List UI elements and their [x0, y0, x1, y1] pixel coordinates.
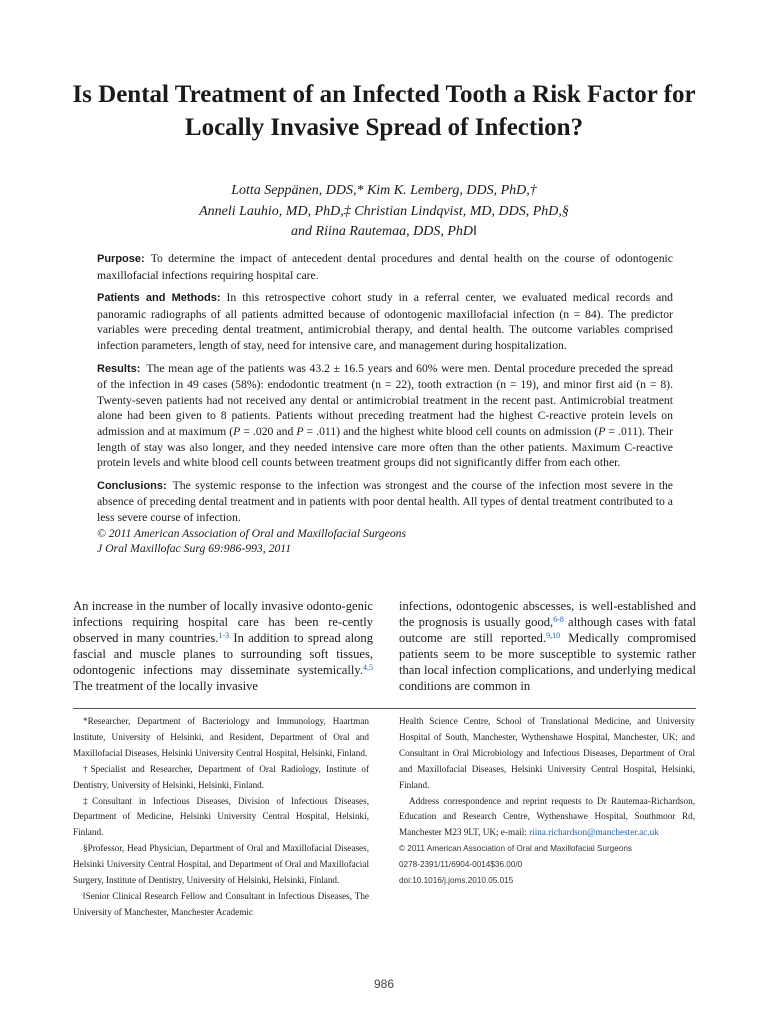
page-number: 986 — [373, 977, 395, 991]
footnote: Health Science Centre, School of Translational Medicine, and University Hospital of South, Manchester, Wythenshawe Hospital, Manchester, UK; and Consultant in Oral Microbiology and Infectious Diseases, Department of Oral and Maxillofacial Diseases, Helsinki University Central Hospital, Helsinki, Finland. — [399, 716, 695, 790]
footnote: *Researcher, Department of Bacteriology and Immunology, Haartman Institute, University of Helsinki, and Resident, Department of Oral and Maxillofacial Diseases, Helsinki University Central Hospital, Helsinki, Finland. — [73, 716, 369, 758]
doi-link[interactable]: doi:10.1016/j.joms.2010.05.015 — [399, 876, 514, 886]
methods-label: Patients and Methods: — [97, 292, 221, 305]
reference-link[interactable]: 4,5 — [363, 663, 373, 673]
footnotes-right — [399, 714, 695, 889]
results-label: Results: — [97, 362, 141, 375]
body-text: Medically compromised patients seem to be more susceptible to systemic rather than local infection complications, and underlying medical conditions are common in — [399, 631, 696, 694]
correspondence-address — [399, 794, 695, 842]
footnote: ‡Consultant in Infectious Diseases, Division of Infectious Diseases, Department of Medicine, Helsinki University Central Hospital, Helsinki, Finland. — [73, 795, 369, 838]
footnote-copyright: © 2011 American Association of Oral and Maxillofacial Surgeons — [399, 844, 632, 854]
results-text-3: = .011) and the highest white blood cell counts on admission ( — [303, 424, 599, 438]
purpose-text: To determine the impact of antecedent dental procedures and dental health on the course of odontogenic maxillofacial infections requiring hospital care. — [97, 252, 673, 282]
abstract-copyright: © 2011 American Association of Oral and Maxillofacial Surgeons — [97, 526, 407, 540]
reference-link[interactable]: 9,10 — [546, 631, 561, 641]
body-column-right — [399, 598, 696, 695]
email-link[interactable]: riina.richardson@manchester.ac.uk — [529, 827, 659, 838]
author-line: Lotta Seppänen, DDS,* Kim K. Lemberg, DDS, PhD,† — [231, 183, 537, 198]
author-line: Anneli Lauhio, MD, PhD,‡ Christian Lindqvist, MD, DDS, PhD,§ — [199, 203, 569, 219]
abstract — [97, 251, 673, 557]
footnote: †Specialist and Researcher, Department of Oral Radiology, Institute of Dentistry, University of Helsinki, Helsinki, Finland. — [73, 763, 369, 790]
reference-link[interactable]: 6-8 — [553, 615, 564, 625]
conclusions-label: Conclusions: — [97, 479, 167, 492]
p-symbol: P — [233, 424, 241, 438]
abstract-results — [97, 361, 673, 471]
journal-citation: J Oral Maxillofac Surg 69:986-993, 2011 — [97, 542, 292, 556]
issn-line: 0278-2391/11/6904-0014$36.00/0 — [399, 860, 523, 870]
p-symbol: P — [598, 424, 606, 438]
body-text: although cases with fatal outcome are still reported. — [399, 615, 696, 646]
p-symbol: P — [296, 424, 304, 438]
article-title: Is Dental Treatment of an Infected Tooth a Risk Factor for Locally Invasive Spread of Infection? — [72, 81, 696, 141]
results-text-2: = .020 and — [240, 424, 297, 438]
body-text: infections, odontogenic abscesses, is well-established and the prognosis is usually good, — [399, 599, 696, 630]
results-text-4: = .011). Their length of stay was also longer, and they needed intensive care more often than the other patients. Maximum C-reactive protein levels and white blood cell counts between treatment groups did not significantly differ from each other. — [97, 424, 674, 470]
reference-link[interactable]: 1-3 — [218, 631, 230, 641]
abstract-citation — [97, 526, 673, 557]
author-list — [60, 181, 708, 243]
footnote: ‖Senior Clinical Research Fellow and Consultant in Infectious Diseases, The University of Manchester, Manchester Academic — [73, 890, 369, 917]
abstract-purpose — [97, 251, 673, 283]
body-text: The treatment of the locally invasive — [73, 679, 258, 694]
footnote: §Professor, Head Physician, Department of Oral and Maxillofacial Diseases, Helsinki University Central Hospital, and Department of Oral and Maxillofacial Surgery, Institute of Dentistry, University of Helsinki, Helsinki, Finland. — [73, 843, 369, 886]
address-text: Address correspondence and reprint requests to Dr Rautemaa-Richardson, Education and Research Centre, Wythenshawe Hospital, Southmoor Rd, Manchester M23 9LT, UK; e-mail: — [399, 795, 695, 838]
methods-text: In this retrospective cohort study in a referral center, we evaluated medical records and panoramic radiographs of all patients admitted because of odontogenic maxillofacial infection (n = 84). The predictor variables were preceding dental treatment, antimicrobial therapy, and dental health. The outcome variables comprised infection parameters, length of stay, need for intensive care, and management during hospitalization. — [97, 291, 674, 352]
footnote-divider — [73, 708, 696, 709]
body-column-left — [73, 598, 373, 695]
abstract-methods — [97, 290, 673, 353]
results-text-1: The mean age of the patients was 43.2 ± 16.5 years and 60% were men. Dental procedure preceded the spread of the infection in 49 cases (58%): endodontic treatment (n = 22), tooth extraction (n = 19), and minor first aid (n = 8). Twenty-seven patients had not received any dental or antimicrobial treatment in the recent past. Antimicrobial treatment alone had been given to 8 patients. Patients without preceding treatment had the highest C-reactive protein levels on admission and at maximum ( — [97, 361, 673, 438]
author-line: and Riina Rautemaa, DDS, PhD‖ — [291, 224, 477, 239]
footnotes-left — [73, 714, 369, 921]
abstract-conclusions — [97, 478, 673, 526]
conclusions-text: The systemic response to the infection was strongest and the course of the infection most severe in the absence of preceding dental treatment and in patients with poor dental health. All types of dental treatment contributed to a less severe course of infection. — [97, 478, 673, 524]
body-text: An increase in the number of locally invasive odonto-genic infections requiring hospital care has been re-cently observed in many countries. — [73, 599, 373, 646]
purpose-label: Purpose: — [97, 253, 145, 265]
body-text: In addition to spread along fascial and muscle planes to surrounding soft tissues, odontogenic infections may disseminate systemically. — [73, 631, 373, 678]
